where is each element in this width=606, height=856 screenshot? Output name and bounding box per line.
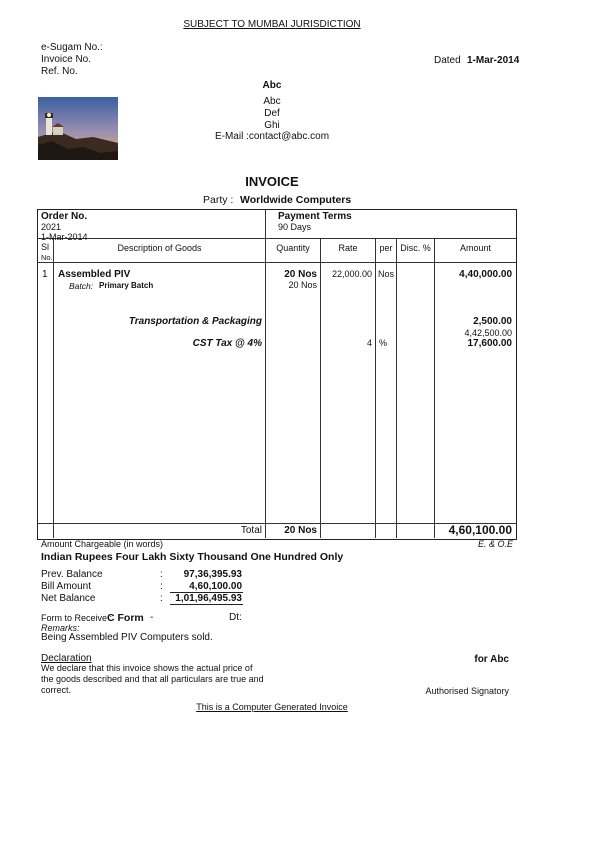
dated-value: 1-Mar-2014 xyxy=(467,55,520,66)
table-rule xyxy=(396,238,397,538)
table-rule xyxy=(38,262,516,263)
company-email: E-Mail :contact@abc.com xyxy=(214,131,330,142)
eoe-note: E. & O.E xyxy=(477,539,513,549)
batch-value: Primary Batch xyxy=(99,281,154,290)
order-no-label: Order No. xyxy=(41,211,88,222)
charge-label: CST Tax @ 4% xyxy=(192,338,262,349)
total-quantity: 20 Nos xyxy=(284,525,317,536)
table-rule xyxy=(375,238,376,538)
col-header-disc: Disc. % xyxy=(400,243,431,253)
remarks-text: Being Assembled PIV Computers sold. xyxy=(41,632,213,643)
form-value: C Form xyxy=(107,612,144,624)
form-label: Form to Receive : xyxy=(41,613,113,623)
party-label: Party : xyxy=(203,194,234,206)
company-name: Abc xyxy=(262,80,282,91)
balance-label: Prev. Balance xyxy=(41,569,103,580)
batch-label: Batch: xyxy=(69,281,94,291)
table-rule xyxy=(265,210,266,238)
company-address-line: Def xyxy=(264,108,280,119)
total-amount: 4,60,100.00 xyxy=(448,523,512,537)
declaration-line: We declare that this invoice shows the actual price of xyxy=(41,663,253,673)
charge-amount: 2,500.00 xyxy=(473,316,512,327)
invoice-no-label: Invoice No. xyxy=(41,54,92,65)
form-dash: - xyxy=(150,612,154,623)
col-header-quantity: Quantity xyxy=(276,243,310,253)
balance-value: 1,01,96,495.93 xyxy=(175,593,242,604)
subtotal-amount: 4,42,500.00 xyxy=(464,328,512,338)
document-title: INVOICE xyxy=(245,174,299,189)
col-header-description: Description of Goods xyxy=(117,243,202,253)
balance-rule xyxy=(170,604,243,605)
jurisdiction-note: SUBJECT TO MUMBAI JURISDICTION xyxy=(183,19,361,30)
payment-terms-label: Payment Terms xyxy=(278,211,352,222)
order-no-value: 2021 xyxy=(41,222,62,232)
item-qty-actual: 20 Nos xyxy=(288,280,317,290)
party-name: Worldwide Computers xyxy=(240,194,352,206)
amount-in-words: Indian Rupees Four Lakh Sixty Thousand One Hundred Only xyxy=(41,551,344,563)
declaration-line: correct. xyxy=(41,685,72,695)
dated-label: Dated xyxy=(434,55,461,66)
table-rule xyxy=(320,238,321,538)
balance-label: Bill Amount xyxy=(41,581,92,592)
col-header-per: per xyxy=(379,243,393,253)
company-address-line: Ghi xyxy=(264,120,280,131)
company-logo-photo xyxy=(38,97,118,160)
declaration-line: the goods described and that all particulars are true and xyxy=(41,674,264,684)
footer-note: This is a Computer Generated Invoice xyxy=(196,702,348,712)
col-header-sl-no: No. xyxy=(41,253,53,262)
balance-value: 4,60,100.00 xyxy=(189,581,242,592)
total-label: Total xyxy=(240,525,262,536)
charge-amount: 17,600.00 xyxy=(467,338,512,349)
amount-words-label: Amount Chargeable (in words) xyxy=(41,539,164,549)
charge-per: % xyxy=(379,338,388,348)
declaration-title: Declaration xyxy=(41,653,92,664)
ref-no-label: Ref. No. xyxy=(41,66,78,77)
col-header-amount: Amount xyxy=(459,243,492,253)
item-per: Nos xyxy=(377,269,394,279)
payment-terms-value: 90 Days xyxy=(278,222,312,232)
balance-sep: : xyxy=(160,569,163,580)
table-rule xyxy=(53,238,54,538)
company-address-line: Abc xyxy=(263,96,281,107)
item-name: Assembled PIV xyxy=(58,269,131,280)
table-rule xyxy=(38,238,516,239)
col-header-rate: Rate xyxy=(338,243,358,253)
table-rule xyxy=(434,238,435,538)
esugam-label: e-Sugam No.: xyxy=(41,42,103,53)
remarks-label: Remarks: xyxy=(41,623,80,633)
item-amount: 4,40,000.00 xyxy=(459,269,512,280)
for-company: for Abc xyxy=(474,654,509,665)
invoice-table xyxy=(37,209,517,540)
charge-label: Transportation & Packaging xyxy=(128,316,262,327)
balance-sep: : xyxy=(160,581,163,592)
balance-label: Net Balance xyxy=(41,593,96,604)
col-header-sl: Sl xyxy=(41,242,50,252)
authorised-signatory: Authorised Signatory xyxy=(425,686,509,696)
item-rate: 22,000.00 xyxy=(331,269,372,279)
item-qty-billed: 20 Nos xyxy=(284,269,317,280)
balance-sep: : xyxy=(160,593,163,604)
order-date: 1-Mar-2014 xyxy=(41,232,88,242)
form-dt-label: Dt: xyxy=(229,612,242,623)
item-sl: 1 xyxy=(42,269,48,280)
charge-rate: 4 xyxy=(366,338,372,348)
balance-value: 97,36,395.93 xyxy=(183,569,242,580)
